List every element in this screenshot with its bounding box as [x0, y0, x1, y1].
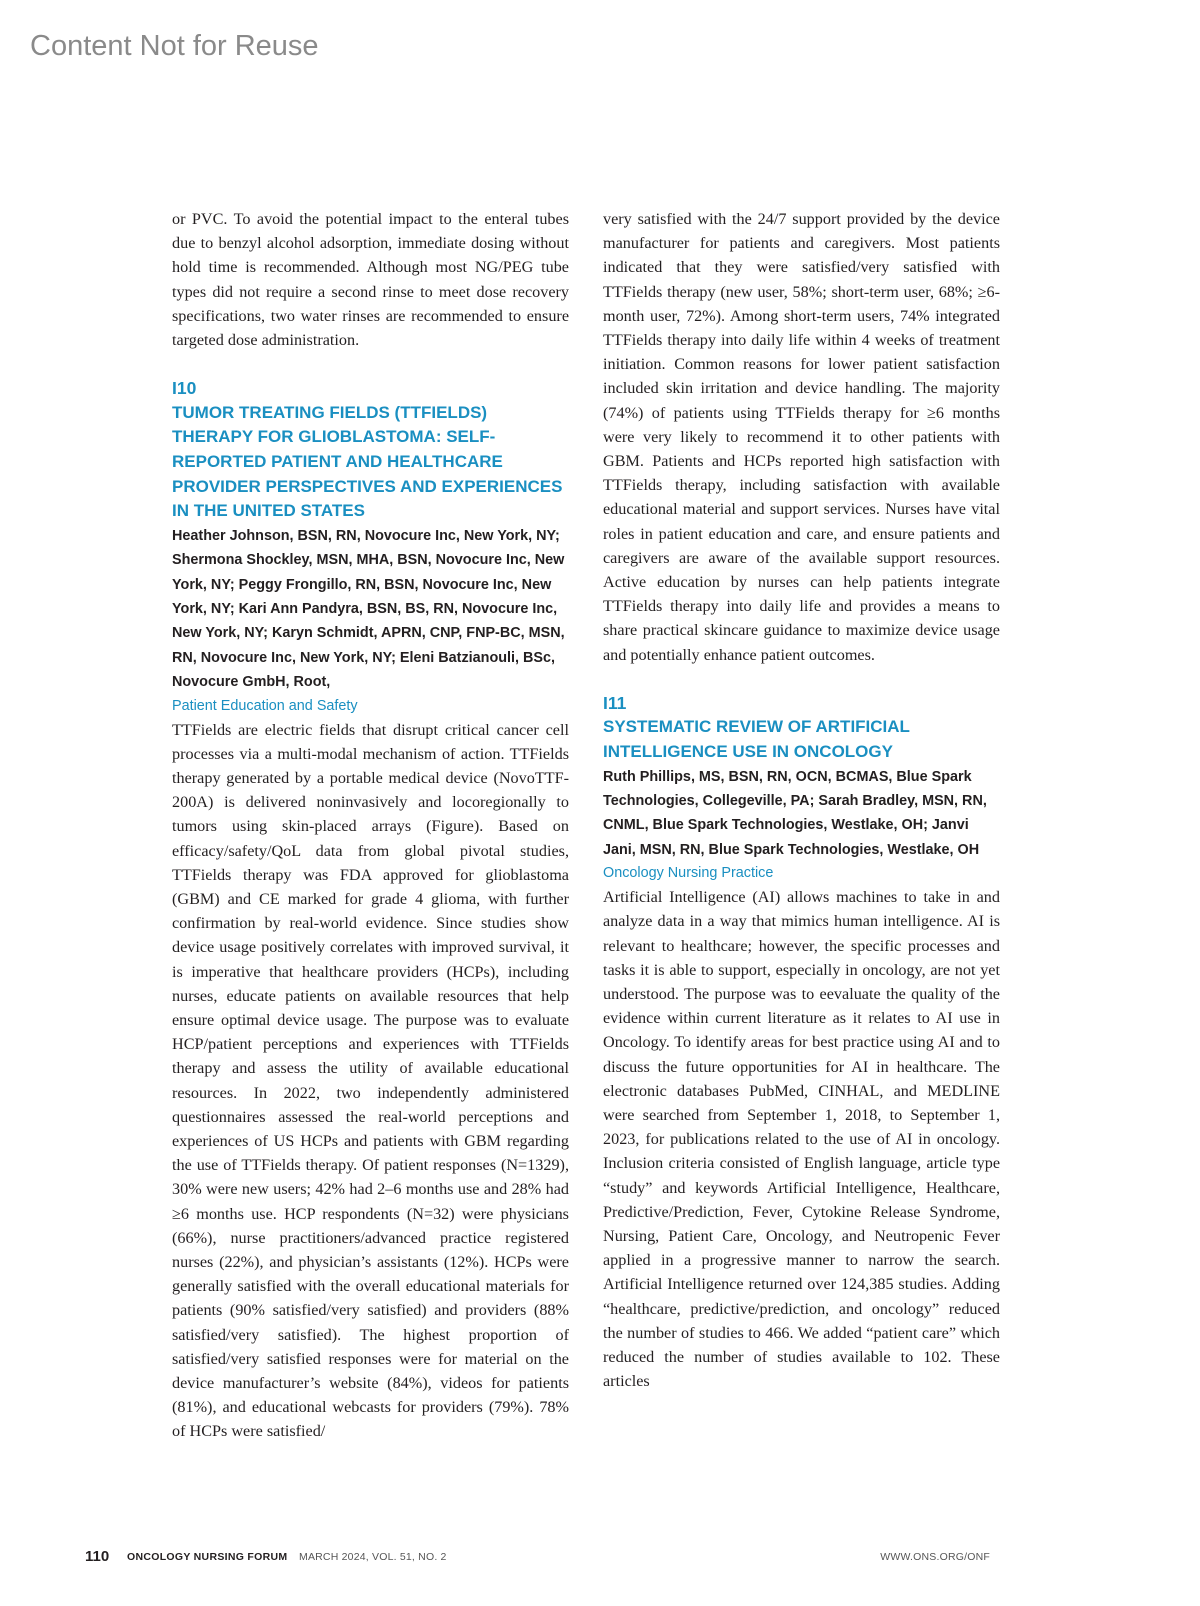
journal-website: WWW.ONS.ORG/ONF — [880, 1551, 990, 1563]
continued-paragraph: very satisfied with the 24/7 support provided by the device manufacturer for patients and caregivers. Most patients indicated that they were satisfied/very satisfied with TTFields therapy (new user, 58%; short-term user, 68%; ≥6-month user, 72%). Among short-term users, 74% integrated TTFields therapy into daily life within 4 weeks of treatment initiation. Common reasons for lower patient satisfaction included skin irritation and device handling. The majority (74%) of patients using TTFields therapy for ≥6 months were very likely to recommend it to other patients with GBM. Patients and HCPs reported high satisfaction with TTFields therapy, including satisfaction with available educational material and support services. Nurses have vital roles in patient education and care, and ensure patients and caregivers are aware of the available support resources. Active education by nurses can help patients integrate TTFields therapy into daily life and provides a means to share practical skincare guidance to maximize device usage and potentially enhance patient outcomes. — [603, 210, 1000, 664]
abstract-i10 — [172, 376, 569, 1443]
abstract-title: TUMOR TREATING FIELDS (TTFIELDS) THERAPY FOR GLIOBLASTOMA: SELF-REPORTED PATIENT AND HEALTHCARE PROVIDER PERSPECTIVES AND EXPERIENCES IN THE UNITED STATES — [172, 402, 563, 521]
page-footer — [85, 1548, 990, 1568]
left-column — [172, 207, 569, 1444]
abstract-authors: Ruth Phillips, MS, BSN, RN, OCN, BCMAS, Blue Spark Technologies, Collegeville, PA; Sarah Bradley, MSN, RN, CNML, Blue Spark Technologies, Westlake, OH; Janvi Jani, MSN, RN, Blue Spark Technologies, Westlake, OH — [603, 768, 987, 858]
abstract-category: Patient Education and Safety — [172, 697, 358, 714]
abstract-body: TTFields are electric fields that disrupt critical cancer cell processes via a multi-modal mechanism of action. TTFields therapy generated by a portable medical device (NovoTTF-200A) is delivered noninvasively and locoregionally to tumors using skin-placed arrays (Figure). Based on efficacy/safety/QoL data from global pivotal studies, TTFields therapy was FDA approved for glioblastoma (GBM) and CE marked for grade 4 glioma, with further confirmation by real-world evidence. Since studies show device usage positively correlates with improved survival, it is imperative that healthcare providers (HCPs), including nurses, educate patients on available resources that help ensure optimal device usage. The purpose was to evaluate HCP/patient perceptions and experiences with TTFields therapy and assess the utility of available educational resources. In 2022, two independently administered questionnaires assessed the real-world perceptions and experiences of US HCPs and patients with GBM regarding the use of TTFields therapy. Of patient responses (N=1329), 30% were new users; 42% had 2–6 months use and 28% had ≥6 months use. HCP respondents (N=32) were physicians (66%), nurse practitioners/advanced practice registered nurses (22%), and physician’s assistants (12%). HCPs were generally satisfied with the overall educational materials for patients (90% satisfied/very satisfied) and providers (88% satisfied/very satisfied). The highest proportion of satisfied/very satisfied responses were for material on the device manufacturer’s website (84%), videos for patients (81%), and educational webcasts for providers (79%). 78% of HCPs were satisfied/ — [172, 720, 569, 1441]
watermark: Content Not for Reuse — [30, 30, 319, 62]
abstract-title: SYSTEMATIC REVIEW OF ARTIFICIAL INTELLIGENCE USE IN ONCOLOGY — [603, 717, 910, 761]
continued-paragraph: or PVC. To avoid the potential impact to the enteral tubes due to benzyl alcohol adsorption, immediate dosing without hold time is recommended. Although most NG/PEG tube types did not require a second rinse to meet dose recovery specifications, two water rinses are recommended to ensure targeted dose administration. — [172, 210, 569, 350]
abstract-i11 — [603, 691, 1000, 1394]
abstract-body: Artificial Intelligence (AI) allows machines to take in and analyze data in a way that mimics human intelligence. AI is relevant to healthcare; however, the specific processes and tasks it is able to support, especially in oncology, are not yet understood. The purpose was to eevaluate the quality of the evidence within current literature as it relates to AI use in Oncology. To identify areas for best practice using AI and to discuss the future opportunities for AI in healthcare. The electronic databases PubMed, CINHAL, and MEDLINE were searched from September 1, 2018, to September 1, 2023, for publications related to the use of AI in oncology. Inclusion criteria consisted of English language, article type “study” and keywords Artificial Intelligence, Healthcare, Predictive/Prediction, Fever, Cytokine Release Syndrome, Nursing, Patient Care, Oncology, and Neutropenic Fever applied in a progressive manner to narrow the search. Artificial Intelligence returned over 124,385 studies. Adding “healthcare, predictive/prediction, and oncology” reduced the number of studies to 466. We added “patient care” which reduced the number of studies available to 102. These articles — [603, 888, 1000, 1391]
abstract-number: I11 — [603, 692, 627, 713]
abstract-category: Oncology Nursing Practice — [603, 865, 774, 882]
abstract-number: I10 — [172, 378, 197, 399]
issue-info: MARCH 2024, VOL. 51, NO. 2 — [299, 1551, 447, 1563]
right-column — [603, 207, 1000, 1393]
page-number: 110 — [85, 1548, 110, 1565]
abstract-authors: Heather Johnson, BSN, RN, Novocure Inc, New York, NY; Shermona Shockley, MSN, MHA, BSN, Novocure Inc, New York, NY; Peggy Frongillo, RN, BSN, Novocure Inc, New York, NY; Kari Ann Pandyra, BSN, BS, RN, Novocure Inc, New York, NY; Karyn Schmidt, APRN, CNP, FNP-BC, MSN, RN, Novocure Inc, New York, NY; Eleni Batzianouli, BSc, Novocure GmbH, Root, — [172, 527, 565, 691]
journal-name: ONCOLOGY NURSING FORUM — [127, 1551, 288, 1563]
